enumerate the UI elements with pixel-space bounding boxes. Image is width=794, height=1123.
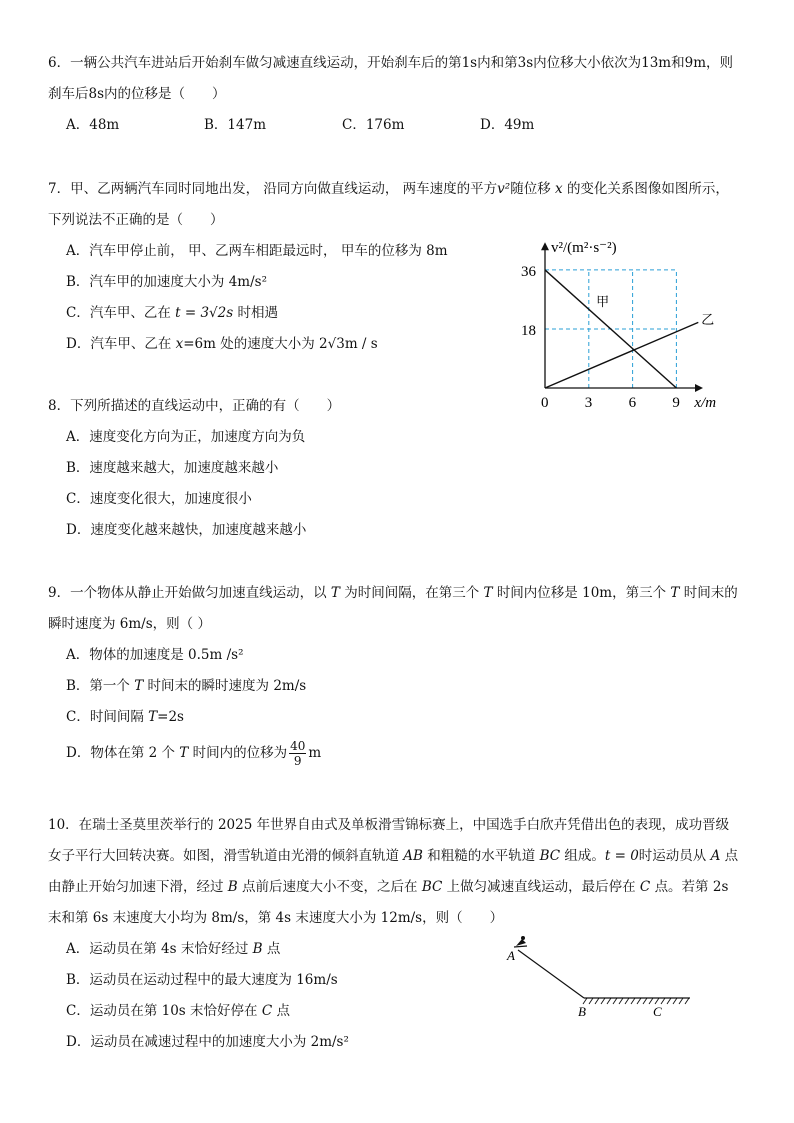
series-label-jia: 甲 [596, 294, 610, 309]
series-line-yi [545, 322, 698, 388]
q6-option-d[interactable]: D．49m [480, 117, 535, 133]
x-axis-title: x/m [694, 395, 717, 411]
q8-option-d[interactable]: D．速度变化越来越快，加速度越来越小 [66, 522, 307, 538]
series-label-yi: 乙 [701, 312, 715, 328]
q10-option-b[interactable]: B．运动员在运动过程中的最大速度为 16m/s [66, 972, 338, 988]
q9-option-c[interactable]: C．时间间隔 T=2s [66, 709, 184, 725]
q8-option-c[interactable]: C．速度变化很大，加速度很小 [66, 491, 252, 507]
q7-stem-line2: 下列说法不正确的是（ ） [48, 212, 224, 228]
q7-stem-line1: 7．甲、乙两辆汽车同时同地出发， 沿同方向做直线运动， 两车速度的平方v²随位移 x 的变化关系图像如图所示， [48, 181, 729, 197]
q10-option-a[interactable]: A．运动员在第 4s 末恰好经过 B 点 [66, 941, 281, 957]
q10-stem-line4: 末和第 6s 末速度大小均为 8m/s，第 4s 末速度大小为 12m/s，则（ ） [48, 910, 504, 926]
q7-option-b[interactable]: B．汽车甲的加速度大小为 4m/s² [66, 274, 267, 290]
q7-option-d-math: 2√3m / s [319, 336, 378, 352]
q9-fraction: $\frac{40}{9}$ [290, 739, 306, 768]
skier-icon [514, 936, 527, 947]
q10-stem-line2: 女子平行大回转决赛。如图，滑雪轨道由光滑的倾斜直轨道 AB 和粗糙的水平轨道 BC 组成。t = 0时运动员从 A 点 [48, 848, 739, 864]
q9-option-d[interactable]: D．物体在第 2 个 T 时间内的位移为 $\frac{40}{9}$ m [66, 739, 322, 768]
q7-option-a[interactable]: A．汽车甲停止前， 甲、乙两车相距最远时， 甲车的位移为 8m [66, 243, 448, 259]
q10-option-c[interactable]: C．运动员在第 10s 末恰好停在 C 点 [66, 1003, 290, 1019]
question-6 [48, 48, 748, 141]
ski-track-figure [500, 932, 700, 1032]
q10-option-d[interactable]: D．运动员在减速过程中的加速度大小为 2m/s² [66, 1034, 349, 1050]
q7-option-d[interactable]: D．汽车甲、乙在 x=6m 处的速度大小为 2√3m / s [66, 336, 378, 352]
q9-option-a[interactable]: A．物体的加速度是 0.5m /s² [66, 647, 244, 663]
y-tick-18: 18 [521, 322, 536, 339]
q6-option-c[interactable]: C．176m [342, 117, 405, 133]
label-b: B [578, 1004, 586, 1019]
q6-options [48, 110, 748, 141]
x-tick-0: 0 [541, 395, 549, 411]
label-c: C [653, 1004, 662, 1019]
question-9 [48, 578, 758, 773]
y-axis-title: v²/(m²·s⁻²) [551, 240, 617, 257]
question-8 [48, 391, 748, 546]
incline-ab [518, 950, 584, 998]
x-tick-9: 9 [672, 395, 680, 411]
x-tick-6: 6 [628, 395, 637, 411]
q8-option-a[interactable]: A．速度变化方向为正，加速度方向为负 [66, 429, 306, 445]
q7-option-c[interactable]: C．汽车甲、乙在 t = 3√2s 时相遇 [66, 305, 278, 321]
q10-stem-line3: 由静止开始匀加速下滑，经过 B 点前后速度大小不变，之后在 BC 上做匀减速直线运动，最后停在 C 点。若第 2s [48, 879, 729, 895]
q6-option-a[interactable]: A．48m [66, 117, 120, 133]
q10-stem-line1: 10．在瑞士圣莫里茨举行的 2025 年世界自由式及单板滑雪锦标赛上，中国选手白欣卉凭借出色的表现，成功晋级 [48, 817, 730, 833]
q6-stem-line1: 6．一辆公共汽车进站后开始刹车做匀减速直线运动，开始刹车后的第1s内和第3s内位移大小依次为13m和9m，则 [48, 55, 733, 71]
q8-option-b[interactable]: B．速度越来越大，加速度越来越小 [66, 460, 279, 476]
q6-option-b[interactable]: B．147m [204, 117, 266, 133]
v2-x-chart [505, 232, 745, 412]
q9-stem-line1: 9．一个物体从静止开始做匀加速直线运动，以 T 为时间间隔，在第三个 T 时间内位移是 10m，第三个 T 时间末的 [48, 585, 738, 601]
q7-option-c-math: t = 3√2s [175, 305, 234, 321]
ground-hatching [583, 998, 689, 1004]
q6-stem-line2: 刹车后8s内的位移是（ ） [48, 86, 226, 102]
y-axis-arrow [541, 242, 549, 250]
q9-option-b[interactable]: B．第一个 T 时间末的瞬时速度为 2m/s [66, 678, 307, 694]
x-tick-3: 3 [584, 395, 593, 411]
series-line-jia [545, 270, 676, 388]
y-tick-36: 36 [521, 263, 536, 280]
q9-stem-line2: 瞬时速度为 6m/s，则（ ） [48, 616, 211, 632]
q8-stem: 8．下列所描述的直线运动中，正确的有（ ） [48, 398, 341, 414]
label-a: A [507, 948, 515, 963]
